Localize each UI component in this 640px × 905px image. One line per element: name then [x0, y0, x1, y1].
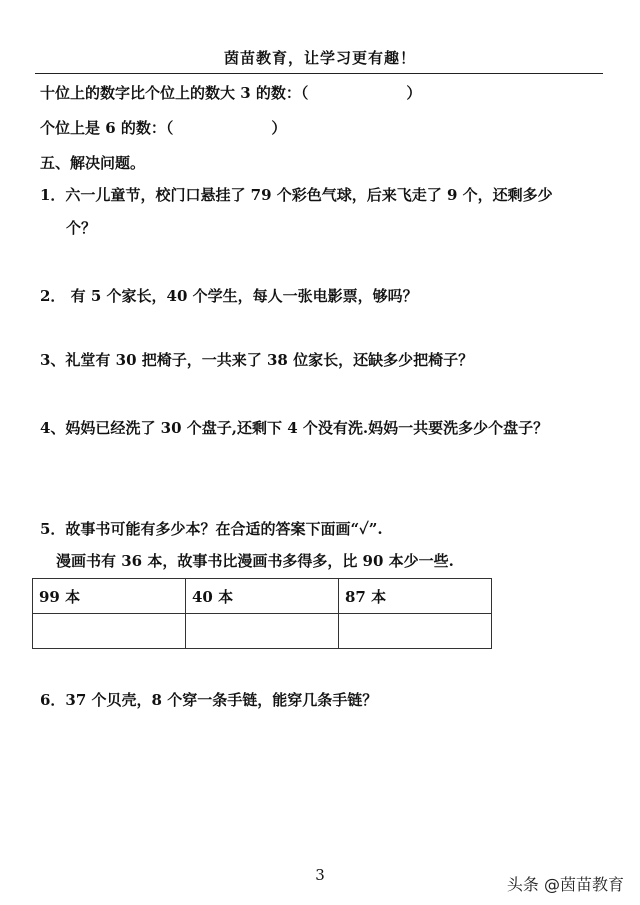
question-1-line-2: 个？	[66, 219, 97, 237]
question-1-line-1: 1．六一儿童节，校门口悬挂了 79 个彩色气球，后来飞走了 9 个，还剩多少	[40, 186, 553, 204]
question-3: 3、礼堂有 30 把椅子，一共来了 38 位家长，还缺多少把椅子？	[40, 351, 474, 369]
page-number: 3	[315, 866, 325, 884]
answer-mark-cell[interactable]	[186, 614, 339, 649]
ones-six-line	[40, 117, 286, 138]
watermark: 头条 @茵苗教育	[506, 875, 624, 894]
answer-table-header-row	[33, 579, 492, 614]
answer-option-cell: 99 本	[33, 579, 186, 614]
header-divider	[35, 73, 603, 74]
answer-mark-cell[interactable]	[339, 614, 492, 649]
ones-six-text: 个位上是 6 的数：（	[40, 119, 174, 137]
tens-greater-text: 十位上的数字比个位上的数大 3 的数：（	[40, 84, 309, 102]
answer-option-cell: 87 本	[339, 579, 492, 614]
page-header-title: 茵苗教育，让学习更有趣！	[223, 49, 416, 67]
question-4: 4、妈妈已经洗了 30 个盘子,还剩下 4 个没有洗.妈妈一共要洗多少个盘子？	[40, 419, 549, 437]
answer-option-cell: 40 本	[186, 579, 339, 614]
question-5: 5．故事书可能有多少本？在合适的答案下面画“✓”.	[40, 520, 383, 538]
question-6: 6．37 个贝壳，8 个穿一条手链，能穿几条手链？	[40, 691, 378, 709]
tens-greater-line	[40, 82, 421, 103]
section-title: 五、解决问题。	[40, 154, 146, 172]
question-5-context: 漫画书有 36 本，故事书比漫画书多得多，比 90 本少一些.	[56, 552, 454, 570]
answer-table	[32, 578, 492, 649]
question-2: 2． 有 5 个家长，40 个学生，每人一张电影票，够吗？	[40, 287, 418, 305]
tens-greater-close: ）	[406, 84, 422, 102]
ones-six-close: ）	[271, 119, 287, 137]
answer-table-mark-row	[33, 614, 492, 649]
answer-mark-cell[interactable]	[33, 614, 186, 649]
